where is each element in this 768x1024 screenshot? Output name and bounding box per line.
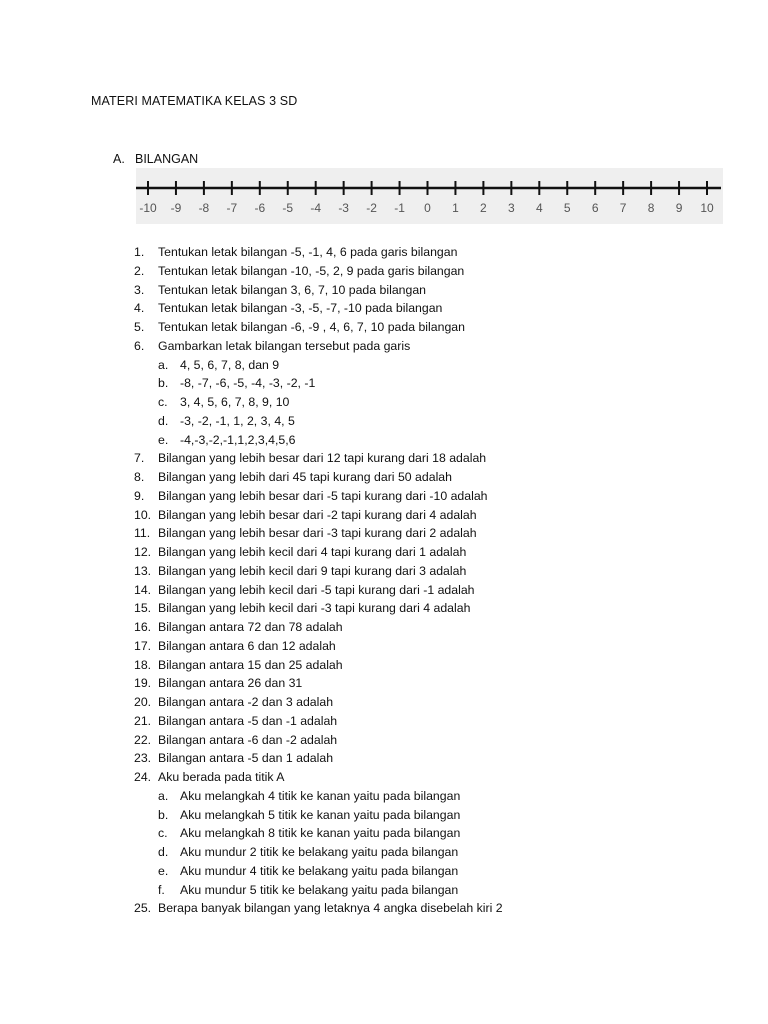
item-text: -8, -7, -6, -5, -4, -3, -2, -1	[180, 376, 316, 391]
item-number: 10.	[134, 507, 152, 522]
item-text: Tentukan letak bilangan -6, -9 , 4, 6, 7, 10 pada bilangan	[158, 320, 465, 334]
item-number: 22.	[134, 732, 152, 747]
sub-list-item	[134, 787, 503, 806]
number-line-tick-label: 4	[535, 201, 543, 215]
sub-item-letter: a.	[158, 357, 169, 372]
list-item	[134, 487, 503, 506]
item-number: 14.	[134, 582, 152, 597]
number-line-tick-label: 2	[480, 201, 487, 215]
list-item	[134, 262, 503, 281]
list-item	[134, 318, 503, 337]
item-text: 4, 5, 6, 7, 8, dan 9	[180, 357, 280, 372]
number-line-tick-label: 1	[452, 201, 459, 215]
sub-item-letter: e.	[158, 863, 169, 878]
list-item	[134, 449, 503, 468]
item-text: Aku melangkah 4 titik ke kanan yaitu pada bilangan	[180, 788, 461, 803]
sub-list-item	[134, 881, 503, 900]
number-line-tick-label: -5	[282, 201, 294, 215]
list-item	[134, 637, 503, 656]
list-item	[134, 543, 503, 562]
list-item	[134, 731, 503, 750]
item-text: Aku mundur 4 titik ke belakang yaitu pada bilangan	[180, 863, 459, 878]
sub-item-letter: f.	[158, 882, 165, 897]
sub-item-letter: d.	[158, 845, 169, 859]
item-text: -3, -2, -1, 1, 2, 3, 4, 5	[180, 413, 295, 428]
item-text: Aku mundur 2 titik ke belakang yaitu pada bilangan	[180, 845, 459, 859]
item-text: Aku berada pada titik A	[158, 770, 285, 784]
item-number: 19.	[134, 676, 152, 691]
section-heading	[113, 152, 198, 166]
section-letter: A.	[113, 152, 125, 166]
item-number: 11.	[134, 526, 151, 541]
list-item	[134, 749, 503, 768]
item-number: 13.	[134, 563, 152, 578]
item-text: Aku melangkah 8 titik ke kanan yaitu pada bilangan	[180, 826, 461, 841]
list-item	[134, 281, 503, 300]
list-item	[134, 599, 503, 618]
list-item	[134, 562, 503, 581]
item-text: Berapa banyak bilangan yang letaknya 4 angka disebelah kiri 2	[158, 901, 503, 916]
item-number: 18.	[134, 657, 152, 672]
item-text: Bilangan antara -5 dan 1 adalah	[158, 751, 334, 766]
item-text: Aku melangkah 5 titik ke kanan yaitu pada bilangan	[180, 807, 461, 822]
item-number: 12.	[134, 545, 152, 559]
item-number: 5.	[134, 320, 145, 334]
item-text: Tentukan letak bilangan -10, -5, 2, 9 pada garis bilangan	[158, 263, 465, 278]
list-item	[134, 712, 503, 731]
sub-list-item	[134, 862, 503, 881]
item-text: Bilangan antara -5 dan -1 adalah	[158, 713, 338, 728]
item-text: Bilangan yang lebih besar dari -5 tapi kurang dari -10 adalah	[158, 488, 488, 503]
item-text: Bilangan antara 6 dan 12 adalah	[158, 638, 336, 653]
item-text: Bilangan yang lebih besar dari -3 tapi kurang dari 2 adalah	[158, 526, 477, 541]
item-text: Bilangan yang lebih besar dari 12 tapi kurang dari 18 adalah	[158, 451, 487, 466]
list-item	[134, 656, 503, 675]
list-item	[134, 674, 503, 693]
item-number: 4.	[134, 301, 145, 316]
sub-list-item	[134, 412, 503, 431]
item-text: Bilangan yang lebih kecil dari 4 tapi kurang dari 1 adalah	[158, 545, 467, 559]
list-item	[134, 337, 503, 356]
list-item	[134, 299, 503, 318]
sub-item-letter: c.	[158, 826, 168, 841]
item-text: Bilangan yang lebih kecil dari -3 tapi kurang dari 4 adalah	[158, 601, 471, 616]
question-list	[134, 243, 503, 918]
sub-item-letter: d.	[158, 413, 169, 428]
item-number: 20.	[134, 695, 152, 709]
item-text: Bilangan yang lebih dari 45 tapi kurang dari 50 adalah	[158, 470, 452, 484]
sub-list-item	[134, 356, 503, 375]
item-text: Tentukan letak bilangan -3, -5, -7, -10 pada bilangan	[158, 301, 443, 316]
item-text: Aku mundur 5 titik ke belakang yaitu pada bilangan	[180, 882, 459, 897]
number-line-tick-label: 5	[563, 201, 571, 215]
document-title: MATERI MATEMATIKA KELAS 3 SD	[91, 94, 298, 108]
item-number: 24.	[134, 770, 152, 784]
number-line-tick-label: 8	[647, 201, 655, 215]
number-line-tick-label: -2	[366, 201, 377, 215]
sub-list-item	[134, 843, 503, 862]
sub-list-item	[134, 374, 503, 393]
list-item	[134, 524, 503, 543]
item-text: Bilangan antara 72 dan 78 adalah	[158, 620, 343, 634]
number-line-tick-label: -6	[254, 201, 266, 215]
item-text: Bilangan yang lebih besar dari -2 tapi kurang dari 4 adalah	[158, 507, 477, 522]
item-number: 1.	[134, 245, 145, 259]
item-number: 6.	[134, 338, 145, 353]
number-line-tick-label: -4	[310, 201, 322, 215]
list-item	[134, 693, 503, 712]
item-text: Bilangan antara 15 dan 25 adalah	[158, 657, 343, 672]
section-title: BILANGAN	[135, 152, 199, 166]
sub-item-letter: c.	[158, 395, 168, 409]
sub-list-item	[134, 806, 503, 825]
number-line-tick-label: -10	[139, 201, 157, 215]
item-number: 7.	[134, 451, 145, 466]
number-line-tick-label: -3	[338, 201, 349, 215]
item-text: Bilangan yang lebih kecil dari 9 tapi kurang dari 3 adalah	[158, 563, 467, 578]
number-line-tick-label: -7	[226, 201, 238, 215]
item-text: Tentukan letak bilangan 3, 6, 7, 10 pada bilangan	[158, 282, 427, 297]
item-text: Bilangan yang lebih kecil dari -5 tapi kurang dari -1 adalah	[158, 582, 475, 597]
item-text: -4,-3,-2,-1,1,2,3,4,5,6	[180, 432, 296, 447]
list-item	[134, 618, 503, 637]
item-text: Bilangan antara -2 dan 3 adalah	[158, 695, 334, 709]
item-text: 3, 4, 5, 6, 7, 8, 9, 10	[180, 395, 290, 409]
sub-list-item	[134, 393, 503, 412]
sub-item-letter: b.	[158, 376, 169, 391]
sub-item-letter: b.	[158, 807, 169, 822]
number-line-tick-label: 10	[700, 201, 714, 215]
list-item	[134, 468, 503, 487]
sub-list-item	[134, 824, 503, 843]
item-text: Gambarkan letak bilangan tersebut pada garis	[158, 338, 411, 353]
number-line-tick-label: 0	[424, 201, 431, 215]
number-line-tick-label: 9	[675, 201, 683, 215]
list-item	[134, 899, 503, 918]
item-number: 8.	[134, 470, 145, 484]
item-number: 16.	[134, 620, 152, 634]
list-item	[134, 243, 503, 262]
number-line-background	[136, 168, 723, 224]
item-number: 2.	[134, 263, 145, 278]
sub-list-item	[134, 431, 503, 450]
item-number: 15.	[134, 601, 152, 616]
item-number: 9.	[134, 488, 145, 503]
number-line-tick-label: 3	[508, 201, 515, 215]
item-number: 25.	[134, 901, 152, 916]
item-number: 3.	[134, 282, 145, 297]
list-item	[134, 768, 503, 787]
item-number: 17.	[134, 638, 152, 653]
list-item	[134, 581, 503, 600]
item-text: Bilangan antara -6 dan -2 adalah	[158, 732, 338, 747]
item-text: Tentukan letak bilangan -5, -1, 4, 6 pada garis bilangan	[158, 245, 458, 259]
sub-item-letter: e.	[158, 432, 169, 447]
number-line	[136, 168, 723, 224]
list-item	[134, 506, 503, 525]
number-line-tick-label: -1	[394, 201, 405, 215]
number-line-tick-label: -9	[170, 201, 182, 215]
item-number: 23.	[134, 751, 152, 766]
number-line-tick-label: -8	[198, 201, 210, 215]
sub-item-letter: a.	[158, 788, 169, 803]
number-line-tick-label: 6	[591, 201, 599, 215]
item-text: Bilangan antara 26 dan 31	[158, 676, 303, 691]
item-number: 21.	[134, 713, 152, 728]
number-line-tick-label: 7	[619, 201, 627, 215]
